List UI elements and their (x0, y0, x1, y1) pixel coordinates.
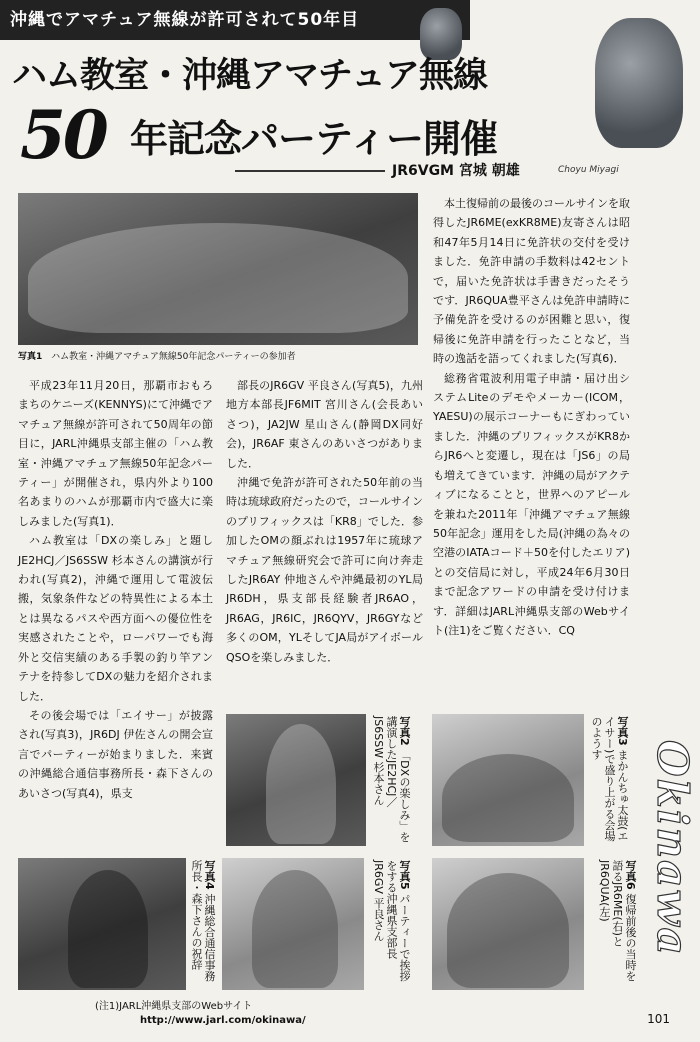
author-name: JR6VGM 宮城 朝雄 (392, 163, 520, 179)
col2-paragraph-2: 沖縄で免許が許可された50年前の当時は琉球政府だったので，コールサインのプリフィックスは「KR8」でした．参加したOMの顔ぶれは1957年に琉球アマチュア無線研究会で許可に向け奔走したJR6AY 仲地さんや沖縄最初のYL局JR6DH，県支部長経験者JR6AO，JR6AG，JR6IC，JR6QYV，JR6GYなど多くのOM，YLそしてJA局がアイボールQSOを楽しみました． (226, 476, 423, 664)
col3-paragraph-1: 本土復帰前の最後のコールサインを取得したJR6ME(exKR8ME)友寄さんは昭和47年5月14日に免許状の交付を受けました．免許申請の手数料は42セントで，届いた免許状は手書きだったそうです．JR6QUA豊平さんは免許申請時に予備免許を受けるのが困難と思い，復帰後に免許申請を行ったことなど，当時の逸話を語ってくれました(写真6)． (433, 197, 631, 366)
photo-6-caption (598, 860, 637, 990)
photo-6-figures (447, 873, 569, 988)
footnote-label: (注1)JARL沖縄県支部のWebサイト (95, 1001, 253, 1012)
col1-paragraph-1: 平成23年11月20日，那覇市おもろまちのケニーズ(KENNYS)にて沖縄でアマチュア無線が許可されて50周年の節目に，JARL沖縄県支部主催の「ハム教室・沖縄アマチュア無線50年記念パーティー」が開催され，県内外より100名あまりのハムが那覇市内で盛大に楽しみました(写真1)． (18, 379, 213, 528)
photo-2-caption-label: 写真2 (398, 716, 411, 746)
photo-3-eisa (432, 714, 584, 846)
photo-1-caption-text: ハム教室・沖縄アマチュア無線50年記念パーティーの参加者 (51, 352, 296, 362)
series-banner: 沖縄でアマチュア無線が許可されて50年目 (0, 0, 470, 40)
photo-1-caption (18, 351, 418, 363)
body-column-1-continued (18, 710, 213, 850)
photo-2-speaker (226, 714, 366, 846)
article-title-line2: 年記念パーティー開催 (130, 116, 497, 161)
article-title-line1: ハム教室・沖縄アマチュア無線 (12, 55, 487, 96)
side-title-okinawa: Okinawa (648, 740, 697, 957)
photo-2-caption-text: 「DXの楽しみ」を講演したJE2HCJ／JS6SSW 杉本さん (372, 716, 411, 843)
col3-paragraph-2: 総務省電波利用電子申請・届け出システムLiteのデモやメーカー(ICOM，YAESU)の展示コーナーもにぎわっていました．沖縄のプリフィックスがKR8からJR6へと変遷し，現在は「JS6」の局も増えてきています．沖縄の局がアクティブになることと，世界へのアピールを兼ねた2011年「沖縄アマチュア無線50年記念」運用をした局(沖縄の為々の空港のIATAコード＋50を付したエリア)との交信局に対し，平成24年6月30日まで記念アワードの申請を受け付けます．詳細はJARL沖縄県支部のWebサイト(注1)をご覧ください．CQ (433, 371, 630, 637)
photo-5-branch-chief (222, 858, 364, 990)
author-romaji: Choyu Miyagi (558, 165, 619, 175)
photo-4-caption-text: 沖縄総合通信事務所長・森下さんの祝辞 (190, 860, 216, 982)
photo-4-caption (190, 860, 216, 990)
photo-3-figures (442, 754, 574, 842)
photo-1-crowd (28, 223, 408, 333)
photo-1-caption-label: 写真1 (18, 352, 43, 362)
col1-paragraph-2: ハム教室は「DXの楽しみ」と題しJE2HCJ／JS6SSW 杉本さんの講演が行われ(写真2)，沖縄で運用して電波伝搬，気象条件などの特異性による本土とは異なるパスや西方面への優位性を実感されたことや，ローパワーでも海外と交信実績のある手製の釣り竿アンテナを持参してDXの魅力を紹介されました． (18, 534, 213, 703)
photo-2-caption (372, 716, 411, 846)
page-number: 101 (647, 1012, 670, 1026)
body-column-3 (433, 194, 630, 706)
photo-3-caption-label: 写真3 (616, 716, 629, 746)
photo-5-caption (372, 860, 411, 990)
photo-6-om-pair (432, 858, 584, 990)
col2-paragraph-1: 部長のJR6GV 平良さん(写真5)，九州地方本部長JF6MIT 宮川さん(会長あいさつ)，JA2JW 星山さん(静岡DX同好会)，JR6AF 東さんのあいさつがありました． (226, 379, 423, 470)
photo-4-figure (68, 870, 148, 988)
photo-6-caption-label: 写真6 (624, 860, 637, 890)
photo-1-group (18, 193, 418, 345)
footnote-url[interactable]: http://www.jarl.com/okinawa/ (140, 1015, 306, 1026)
footnote (95, 1000, 306, 1028)
photo-3-caption (590, 716, 629, 846)
shisa-statue-large-icon (595, 18, 683, 148)
photo-5-caption-label: 写真5 (398, 860, 411, 890)
photo-3-caption-text: まかんちゅ太鼓(エイサー)で盛り上がる会場のようす (590, 716, 629, 842)
body-column-1 (18, 376, 213, 800)
col1-paragraph-3: その後会場では「エイサー」が披露され(写真3)，JR6DJ 伊佐さんの開会宣言でパーティーが始まりました．来賓の沖縄総合通信事務所長・森下さんのあいさつ(写真4)，県支 (18, 708, 213, 800)
photo-2-figure (266, 724, 336, 844)
photo-4-caption-label: 写真4 (203, 860, 216, 890)
photo-6-caption-text: 復帰前後の当時を語るJR6ME(右)とJR6QUA(左) (598, 860, 637, 982)
photo-4-guest (18, 858, 186, 990)
photo-5-caption-text: パーティーで挨拶をする沖縄県支部長JR6GV 平良さん (372, 860, 411, 982)
article-title-50: 50 (20, 96, 106, 174)
photo-5-figure (252, 870, 338, 988)
body-column-2 (226, 376, 423, 706)
author-rule (235, 170, 385, 172)
